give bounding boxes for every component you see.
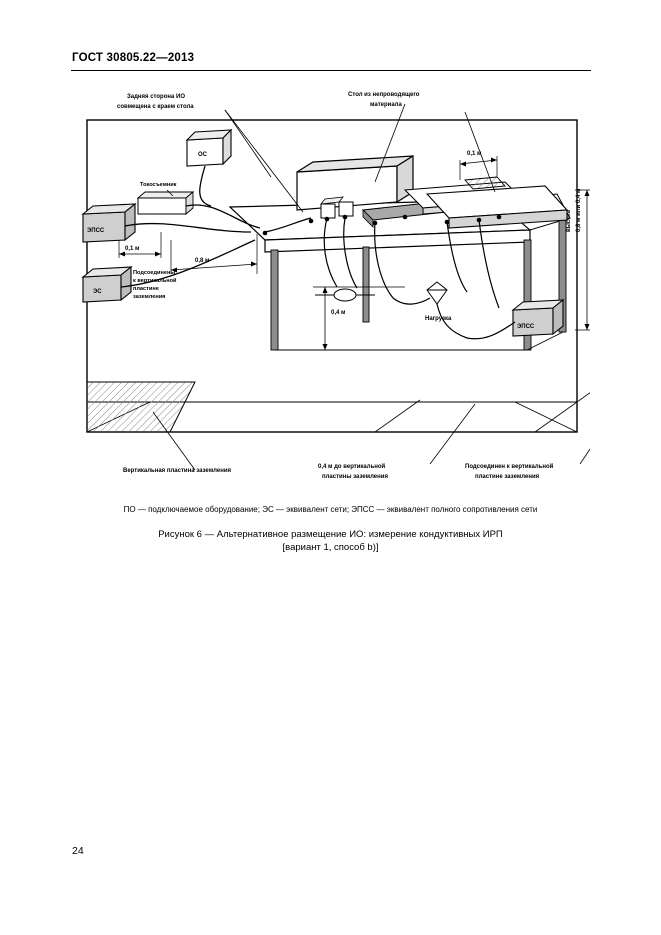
dim-0-8: 0,8 м (195, 258, 210, 264)
label-load: Нагрузка (425, 316, 452, 322)
figure-svg (75, 82, 590, 502)
svg-text:ОС: ОС (198, 152, 207, 158)
label-connected-right-2: пластине заземления (475, 474, 540, 480)
dim-0-1-top: 0,1 м (467, 151, 482, 157)
svg-text:ЭС: ЭС (93, 289, 102, 295)
page-number: 24 (72, 845, 84, 857)
label-connected-right: Подсоединен к вертикальной (465, 464, 554, 470)
svg-text:ЭПСС: ЭПСС (87, 228, 105, 234)
label-vertical-plate: Вертикальная пластина заземления (123, 468, 232, 474)
dim-0-4: 0,4 м (331, 310, 346, 316)
label-connected-plate-2: к вертикальной (133, 278, 177, 284)
label-distance-plate: 0,4 м до вертикальной (318, 464, 386, 470)
svg-text:ЭПСС: ЭПСС (517, 324, 535, 330)
label-connected-plate-4: заземления (133, 294, 166, 300)
label-current-probe: Токосъемник (140, 182, 177, 188)
label-distance-plate-2: пластины заземления (322, 474, 388, 480)
dim-height: 0,8 м или 0,4 м (576, 188, 582, 232)
figure-legend: ПО — подключаемое оборудование; ЭС — эквивалент сети; ЭПСС — эквивалент полного сопротивления сети (123, 505, 538, 514)
header-rule (71, 70, 591, 71)
label-table-material-2: материала (370, 102, 402, 108)
label-connected-plate: Подсоединены (133, 270, 176, 276)
label-table-material: Стол из непроводящего (348, 92, 420, 98)
figure-caption (0, 528, 661, 554)
figure-caption-line2: [вариант 1, способ b)] (282, 542, 379, 553)
label-back-side: Задняя сторона ИО (127, 94, 185, 100)
figure-6-illustration (75, 82, 590, 502)
dim-0-1-left: 0,1 м (125, 246, 140, 252)
label-back-side-2: совмещена с краем стола (117, 104, 194, 110)
page-header: ГОСТ 30805.22—2013 (72, 52, 195, 64)
label-connected-plate-3: пластине (133, 286, 159, 292)
figure-caption-line1: Рисунок 6 — Альтернативное размещение ИО: измерение кондуктивных ИРП (158, 529, 503, 540)
dim-height-2: высота (566, 210, 572, 232)
